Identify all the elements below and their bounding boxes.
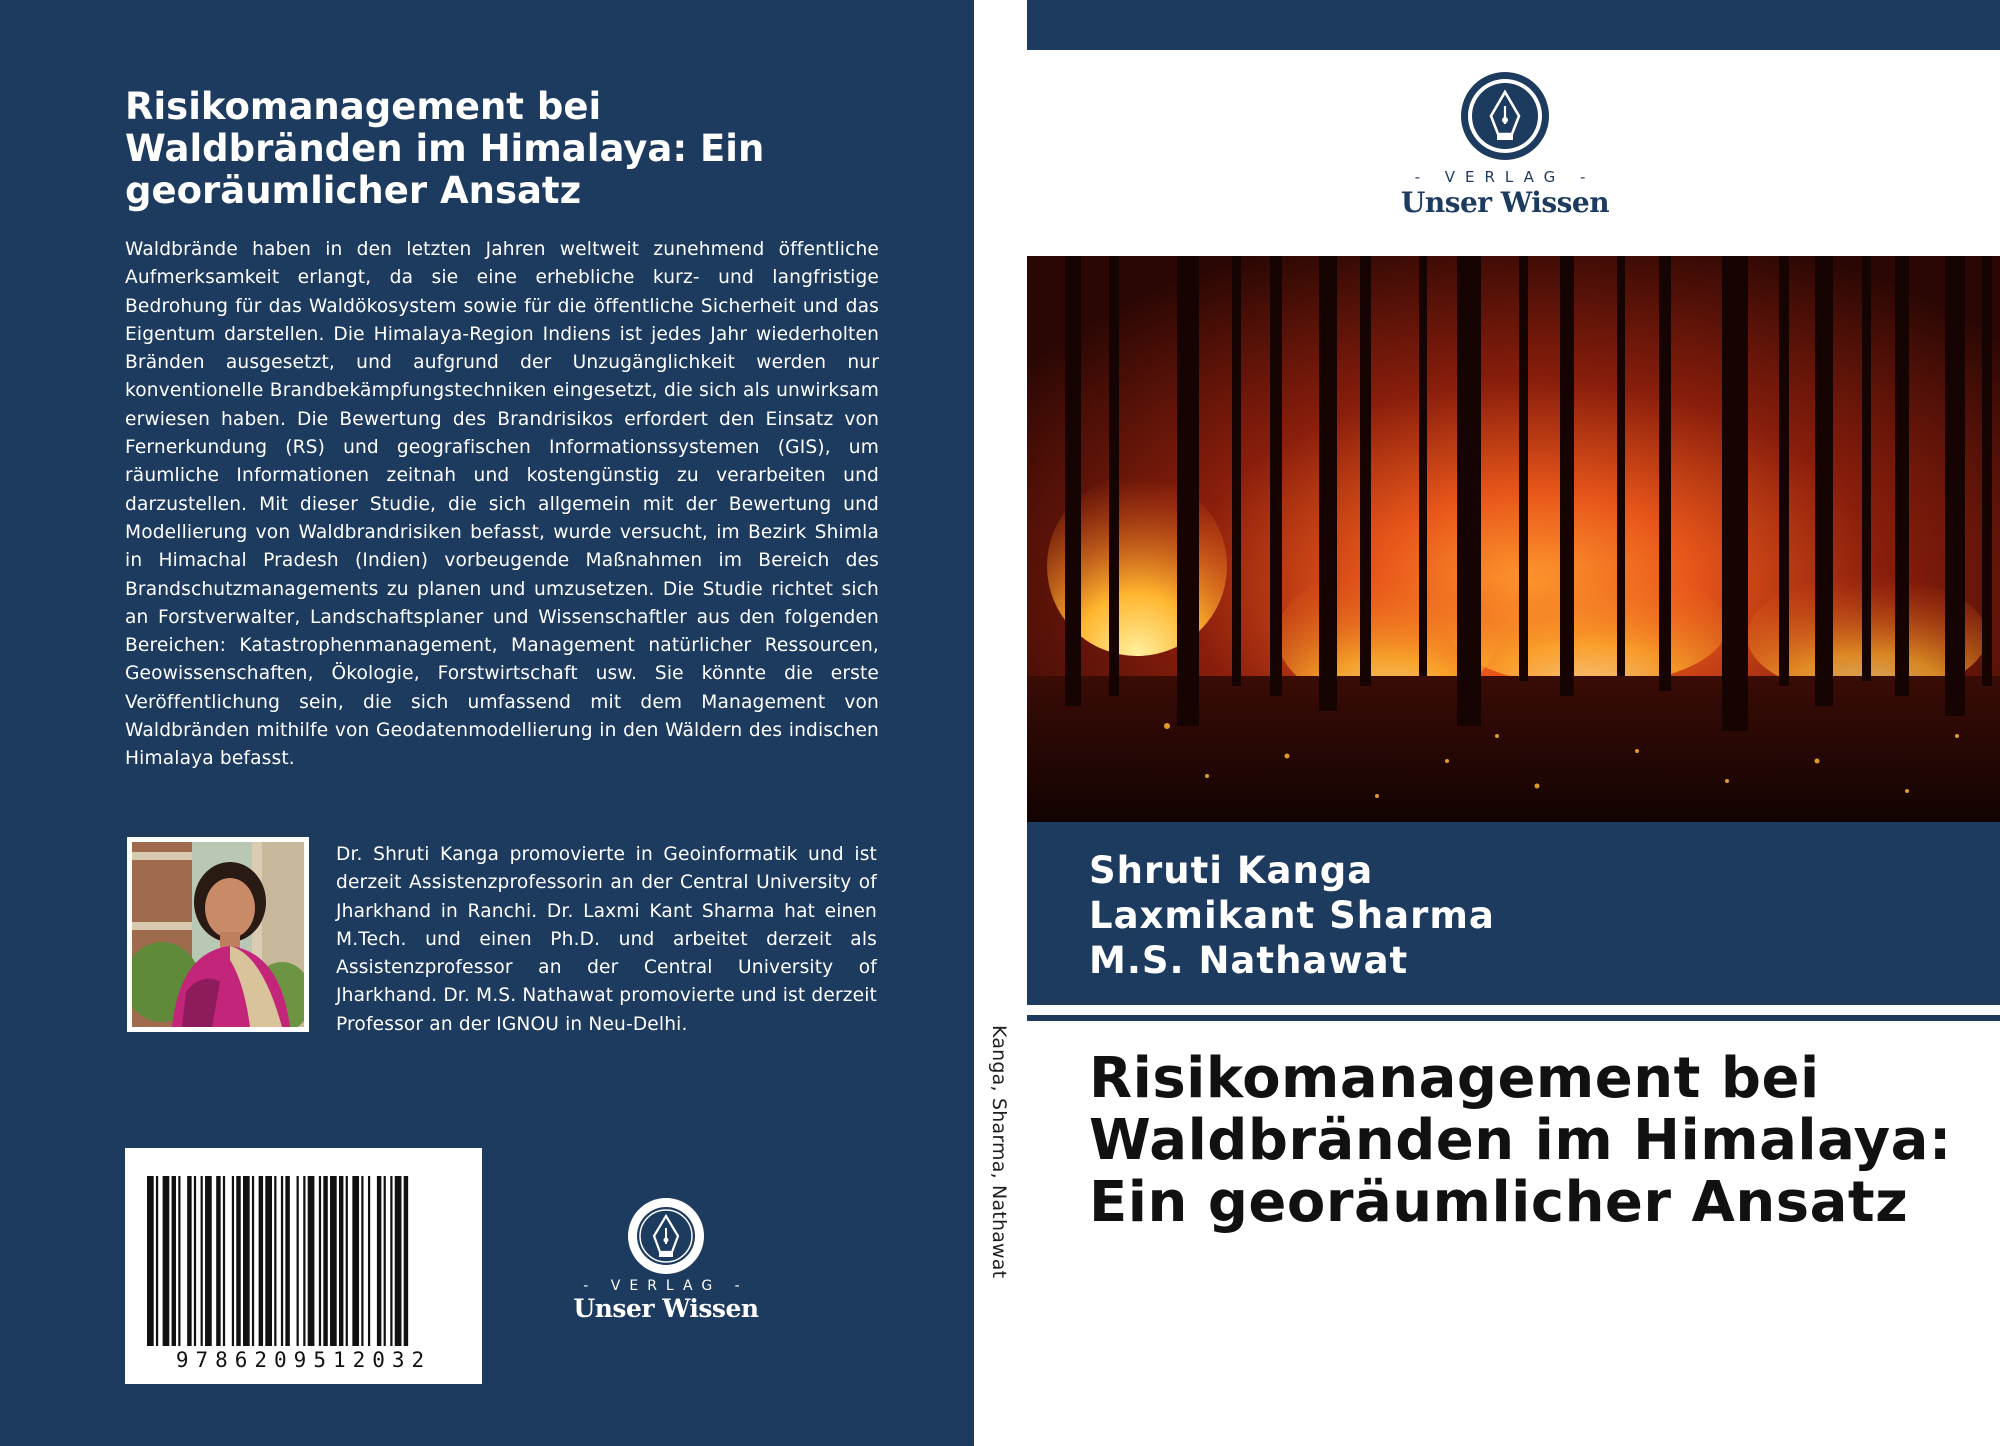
front-logo-verlag: - VERLAG - [1414, 168, 1596, 186]
title-divider [1027, 1015, 2000, 1021]
author-name-3: M.S. Nathawat [1089, 939, 1409, 982]
back-cover [0, 0, 974, 1446]
author-photo [127, 837, 309, 1032]
back-cover-title: Risikomanagement bei Waldbränden im Himalaya: Ein georäumlicher Ansatz [125, 85, 765, 212]
front-cover-title: Risikomanagement bei Waldbränden im Himalaya: Ein georäumlicher Ansatz [1089, 1046, 1952, 1235]
isbn-digits: 9786209512032 [175, 1348, 432, 1372]
isbn-barcode [125, 1148, 482, 1384]
spine-authors: Kanga, Sharma, Nathawat [988, 1025, 1010, 1279]
fountain-pen-nib-icon [1459, 70, 1551, 162]
author-name-1: Shruti Kanga [1089, 849, 1374, 892]
front-top-bar [1027, 0, 2000, 50]
back-cover-blurb: Waldbrände haben in den letzten Jahren weltweit zunehmend öffentliche Aufmerksamkeit erlangt, da sie eine erhebliche kurz- und langfristige Bedrohung für das Waldökosystem sowie für die öffentliche Sicherheit und das Eigentum darstellen. Die Himalaya-Region Indiens ist jedes Jahr wiederholten Bränden ausgesetzt, und aufgrund der Unzugänglichkeit werden nur konventionelle Brandbekämpfungstechniken eingesetzt, die sich als unwirksam erwiesen haben. Die Bewertung des Brandrisikos erfordert den Einsatz von Fernerkundung (RS) und geografischen Informationssystemen (GIS), um räumliche Informationen zeitnah und kostengünstig zu verarbeiten und darzustellen. Mit dieser Studie, die sich allgemein mit der Bewertung und Modellierung von Waldbrandrisiken befasst, wurde versucht, im Bezirk Shimla in Himachal Pradesh (Indien) vorbeugende Maßnahmen im Bereich des Brandschutzmanagements zu planen und umzusetzen. Die Studie richtet sich an Forstverwalter, Landschaftsplaner und Wissenschaftler aus den folgenden Bereichen: Katastrophenmanagement, Management natürlicher Ressourcen, Geowissenschaften, Ökologie, Forstwirtschaft usw. Sie könnte die erste Veröffentlichung sein, die sich umfassend mit dem Management von Waldbränden mithilfe von Geodatenmodellierung in den Wäldern des indischen Himalaya befasst. [125, 239, 879, 770]
front-logo-brand: Unser Wissen [1400, 186, 1610, 219]
front-publisher-logo [1390, 70, 1620, 220]
back-logo-brand: Unser Wissen [573, 1294, 759, 1323]
barcode-icon [143, 1176, 464, 1346]
author-band [1027, 822, 2000, 1005]
author-portrait-image [132, 842, 304, 1027]
fountain-pen-nib-icon [626, 1196, 706, 1276]
author-name-2: Laxmikant Sharma [1089, 894, 1495, 937]
spine [974, 0, 1027, 1446]
forest-fire-image [1027, 256, 2000, 822]
back-logo-verlag: - VERLAG - [583, 1278, 749, 1294]
author-bio: Dr. Shruti Kanga promovierte in Geoinformatik und ist derzeit Assistenzprofessorin an der Central University of Jharkhand in Ranchi. Dr. Laxmi Kant Sharma hat einen M.Tech. und einen Ph.D. und arbeitet derzeit als Assistenzprofessor an der Central University of Jharkhand. Dr. M.S. Nathawat promovierte und ist derzeit Professor an der IGNOU in Neu-Delhi. [336, 844, 877, 1035]
back-publisher-logo [566, 1196, 766, 1326]
